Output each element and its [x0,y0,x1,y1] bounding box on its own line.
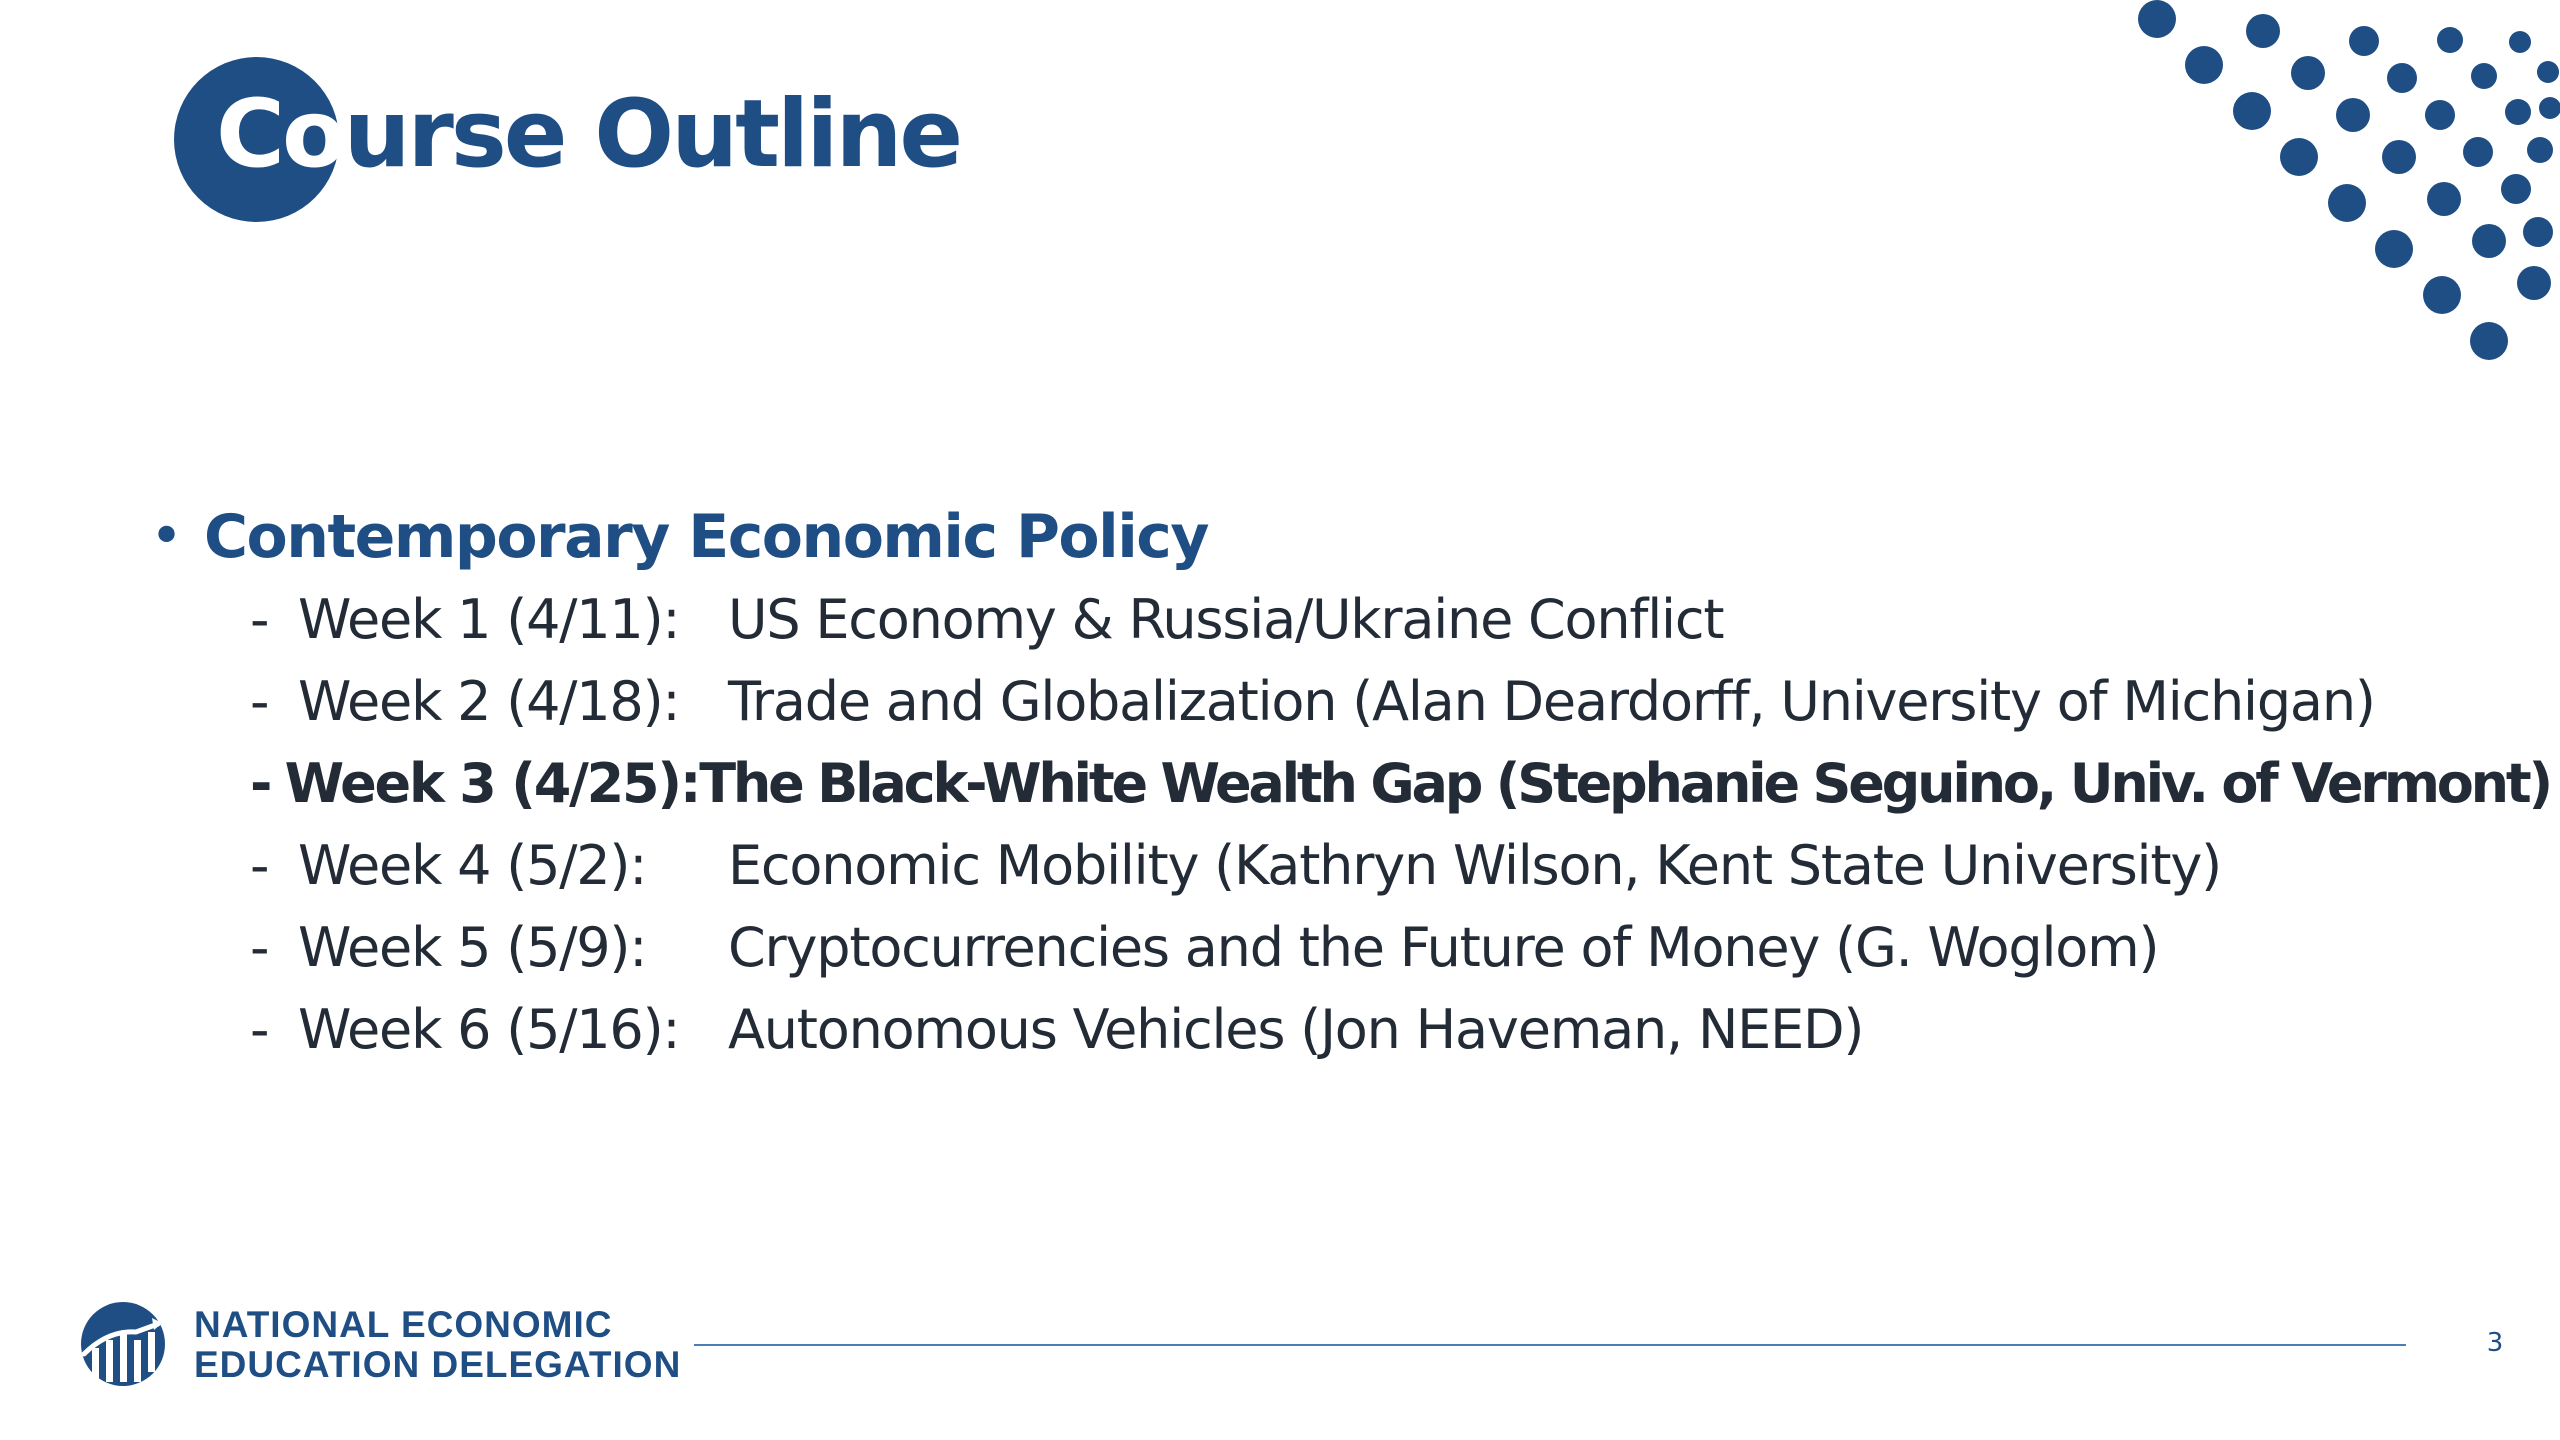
week-topic: The Black-White Wealth Gap (Stephanie Seguino, Univ. of Vermont) [699,751,2550,815]
week-item-current [150,742,2550,824]
bullet-marker: • [150,504,184,569]
week-topic: Cryptocurrencies and the Future of Money (G. Woglom) [728,915,2159,979]
week-label: Week 2 (4/18): [298,669,680,733]
week-label: Week 1 (4/11): [298,587,680,651]
dot-grid-decoration [2100,0,2560,420]
week-item [150,578,2550,660]
week-dash: - [250,915,269,979]
footer-org-name [194,1305,681,1385]
bullet-heading-line [150,496,2550,578]
week-dash: - [250,833,269,897]
page-number: 3 [2486,1328,2504,1358]
week-item [150,906,2550,988]
content-area [150,496,2550,1070]
footer-divider [694,1344,2406,1346]
week-topic: US Economy & Russia/Ukraine Conflict [728,587,1724,651]
slide-title-prefix: Co [216,80,344,189]
week-item [150,660,2550,742]
week-topic: Autonomous Vehicles (Jon Haveman, NEED) [728,997,1864,1061]
footer-org-line-2: EDUCATION DELEGATION [194,1344,682,1385]
week-label: Week 6 (5/16): [298,997,680,1061]
week-topic: Trade and Globalization (Alan Deardorff, University of Michigan) [728,669,2375,733]
slide-title-rest: urse Outline [343,80,961,189]
footer-org-line-1: NATIONAL ECONOMIC [194,1304,613,1345]
week-label: Week 5 (5/9): [298,915,647,979]
week-dash: - [250,587,269,651]
slide-title [216,70,960,200]
week-dash: - [250,997,269,1061]
week-label: Week 3 (4/25): [284,751,700,815]
bullet-heading: Contemporary Economic Policy [204,502,1208,572]
need-logo-icon [78,1296,168,1392]
week-dash: - [250,669,269,733]
week-list [150,578,2550,1070]
week-topic: Economic Mobility (Kathryn Wilson, Kent State University) [728,833,2221,897]
week-label: Week 4 (5/2): [298,833,647,897]
week-item [150,824,2550,906]
week-dash: - [250,751,271,815]
week-item [150,988,2550,1070]
